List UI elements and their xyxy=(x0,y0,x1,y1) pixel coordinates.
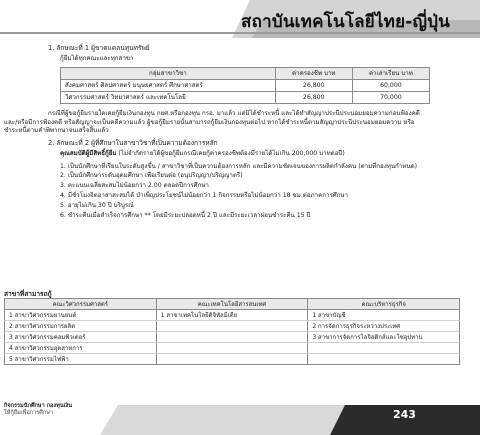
footer-line1: กิจกรรมนักศึกษา กองทุนเงิน xyxy=(4,403,73,409)
list-item: 1. เป็นนักศึกษาที่เรียนในระดับสูงขึ้น / สาขาวิชาที่เป็นความต้องการหลัก และมีความชัดเจนของการผลิตกำลังคน (ตามที่กองทุนกำหนด) xyxy=(60,162,418,170)
table-row xyxy=(61,92,430,104)
fee-cell: 26,800 xyxy=(275,80,352,92)
section2-lead-bold: คุณสมบัติผู้มีสิทธิ์กู้ยืม xyxy=(60,150,117,158)
fee-cell: 26,800 xyxy=(275,92,352,104)
area-cell: 4 สาขาวิศวกรรมอุตสาหการ xyxy=(5,343,157,354)
area-cell xyxy=(308,354,460,365)
page-header-title: สถาบันเทคโนโลยีไทย-ญี่ปุ่น xyxy=(241,12,450,32)
area-cell xyxy=(156,354,308,365)
section1-heading: 1. ลักษณะที่ 1 ผู้ขาดแคลนทุนทรัพย์ xyxy=(48,44,150,52)
areas-col-it: คณะเทคโนโลยีสารสนเทศ xyxy=(156,299,308,310)
fee-col-group: กลุ่มสาขาวิชา xyxy=(61,68,276,80)
section1-sub: กู้ยืมได้ทุกคณะและทุกสาขา xyxy=(60,54,134,62)
fee-cell: 60,000 xyxy=(352,80,429,92)
section2-lead-rest: (ไม่จำกัดรายได้ผู้ขอกู้ยืมกรณีเคยกู้ค่าครองชีพต้องมีรายได้ไม่เกิน 200,000 บาทต่อปี) xyxy=(116,150,345,158)
section1-paragraph: กรณีที่ผู้ขอกู้ยืมรายใดเคยกู้ยืมเงินกองทุน กยศ.หรือกองทุน กรอ. มาแล้ว แต่มิได้ชำระหนี้ และได้ทำสัญญาประนีประนอมยอมความก่อนฟ้องคดี และ/หรือมีการฟ้องคดี หรือสัญญาจะเป็นคดีความแล้ว ผู้ขอกู้ยืมรายนั้นสามารถกู้ยืมเงินกองทุนต่อไป หากได้ชำระหนี้ตามสัญญาประนีประนอมยอมความ หรือชำระหนี้ตามคำพิพากษาจนเสร็จสิ้นแล้ว xyxy=(4,110,420,134)
table-row xyxy=(5,310,460,321)
area-cell: 3 สาขาการจัดการโลจิสติกส์และโซ่อุปทาน xyxy=(308,332,460,343)
table-row xyxy=(5,354,460,365)
list-item: 3. คะแนนเฉลี่ยสะสมไม่น้อยกว่า 2.00 ตลอดปีการศึกษา xyxy=(60,182,209,190)
fee-cell: 70,000 xyxy=(352,92,429,104)
area-cell: 1 สาขาเทคโนโลยีดิจิทัลมีเดีย xyxy=(156,310,308,321)
section2-heading: 2. ลักษณะที่ 2 ผู้ที่ศึกษาในสาขาวิชาที่เป็นความต้องการหลัก xyxy=(48,139,218,148)
main-content xyxy=(4,44,468,222)
list-item: 2. เป็นนักศึกษาระดับอุดมศึกษา เพื่อเรียนต่อ (อนุปริญญา/ปริญญาตรี) xyxy=(60,172,243,180)
area-cell xyxy=(156,332,308,343)
fee-cell: สังคมศาสตร์ ศิลปศาสตร์ มนุษยศาสตร์ ศึกษาศาสตร์ xyxy=(61,80,276,92)
area-cell: 1 สาขาวิศวกรรมยานยนต์ xyxy=(5,310,157,321)
area-cell: 2 การจัดการธุรกิจระหว่างประเทศ xyxy=(308,321,460,332)
footer-line2: ให้กู้ยืมเพื่อการศึกษา xyxy=(4,410,54,417)
area-cell xyxy=(156,321,308,332)
footer-text xyxy=(4,403,72,418)
areas-table-header xyxy=(5,299,460,310)
fee-table xyxy=(60,67,430,104)
area-cell xyxy=(308,343,460,354)
page-number: 243 xyxy=(393,408,416,421)
criteria-list xyxy=(60,163,468,221)
table-row xyxy=(5,321,460,332)
list-item: 4. มีชั่วโมงจิตอาสาสะสมได้ บำเพ็ญประโยชน์ไม่น้อยกว่า 1 กิจกรรมหรือไม่น้อยกว่า 18 ชม.ต่อภาคการศึกษา xyxy=(60,192,348,200)
areas-table xyxy=(4,298,460,365)
area-cell: 2 สาขาวิศวกรรมการผลิต xyxy=(5,321,157,332)
list-item: 6. ชำระคืนเมื่อสำเร็จการศึกษา ** โดยมีระยะปลอดหนี้ 2 ปี และมีระยะเวลาผ่อนชำระคืน 15 ปี xyxy=(60,211,311,219)
fee-table-header xyxy=(61,68,430,80)
area-cell: 3 สาขาวิศวกรรมคอมพิวเตอร์ xyxy=(5,332,157,343)
table-row xyxy=(61,80,430,92)
list-item: 5. อายุไม่เกิน 30 ปี บริบูรณ์ xyxy=(60,202,134,210)
fee-col-living: ค่าครองชีพ บาท xyxy=(275,68,352,80)
areas-col-business: คณะบริหารธุรกิจ xyxy=(308,299,460,310)
fee-col-tuition: ค่าเล่าเรียน บาท xyxy=(352,68,429,80)
section2-lead xyxy=(60,150,468,158)
area-cell: 5 สาขาวิศวกรรมไฟฟ้า xyxy=(5,354,157,365)
table-row xyxy=(5,343,460,354)
table-row xyxy=(5,332,460,343)
area-cell xyxy=(156,343,308,354)
areas-col-engineering: คณะวิศวกรรมศาสตร์ xyxy=(5,299,157,310)
fee-cell: วิศวกรรมศาสตร์ วิทยาศาสตร์ และเทคโนโลยี xyxy=(61,92,276,104)
areas-title: สาขาที่สามารถกู้ xyxy=(4,290,52,298)
area-cell: 1 สาขาบัญชี xyxy=(308,310,460,321)
